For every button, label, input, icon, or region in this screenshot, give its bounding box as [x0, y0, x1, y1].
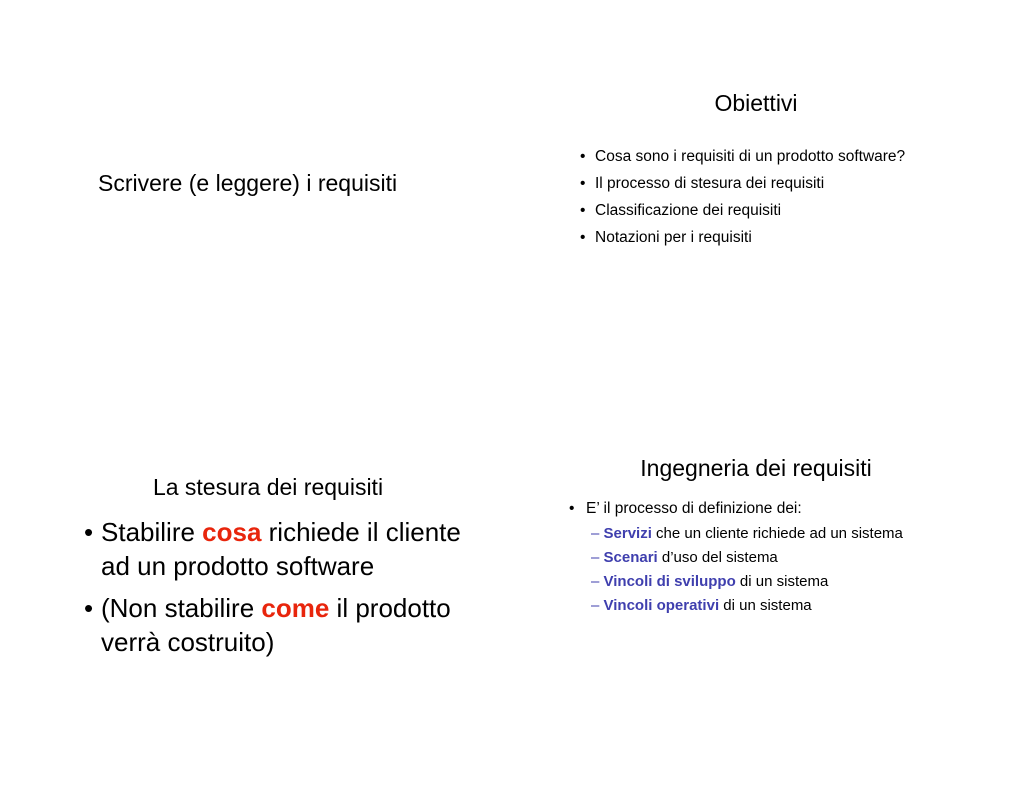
slide-1 — [0, 0, 512, 395]
term-description: di un sistema — [735, 573, 829, 590]
objective-item: • Il processo di stesura dei requisiti — [576, 173, 916, 194]
stesura-text: richiede il cliente ad un prodotto software — [101, 517, 461, 581]
slide-3 — [0, 395, 512, 790]
slide-4-title: Ingegneria dei requisiti — [640, 455, 872, 481]
highlight-word: come — [261, 593, 330, 623]
term-description: d’uso del sistema — [657, 549, 778, 566]
sub-item — [591, 522, 971, 546]
ingegneria-sublist — [591, 522, 971, 618]
dash-marker: – — [591, 549, 600, 566]
term: Servizi — [603, 525, 652, 542]
term: Vincoli di sviluppo — [603, 573, 736, 590]
objectives-list — [576, 146, 916, 254]
slide-2 — [512, 0, 1024, 395]
intro-bullet: • E’ il processo di definizione dei: — [569, 499, 802, 519]
sub-item — [591, 594, 971, 618]
term-description: che un cliente richiede ad un sistema — [651, 525, 903, 542]
term-description: di un sistema — [719, 597, 812, 614]
objective-item: • Cosa sono i requisiti di un prodotto software? — [576, 146, 916, 167]
stesura-item — [84, 591, 484, 659]
stesura-list — [84, 515, 484, 667]
slide-1-title: Scrivere (e leggere) i requisiti — [98, 170, 398, 196]
stesura-text: (Non stabilire — [101, 593, 262, 623]
slide-2-title: Obiettivi — [714, 90, 798, 116]
term: Vincoli operativi — [603, 597, 720, 614]
dash-marker: – — [591, 525, 600, 542]
term: Scenari — [603, 549, 658, 566]
dash-marker: – — [591, 573, 600, 590]
stesura-text: Stabilire — [101, 517, 203, 547]
slide-4 — [512, 395, 1024, 790]
objective-item: • Notazioni per i requisiti — [576, 227, 916, 248]
objective-item: • Classificazione dei requisiti — [576, 200, 916, 221]
stesura-text: il prodotto verrà costruito) — [101, 593, 451, 657]
slide-3-title: La stesura dei requisiti — [152, 474, 384, 500]
sub-item — [591, 546, 971, 570]
stesura-item — [84, 515, 484, 583]
sub-item — [591, 570, 971, 594]
dash-marker: – — [591, 597, 600, 614]
highlight-word: cosa — [202, 517, 262, 547]
